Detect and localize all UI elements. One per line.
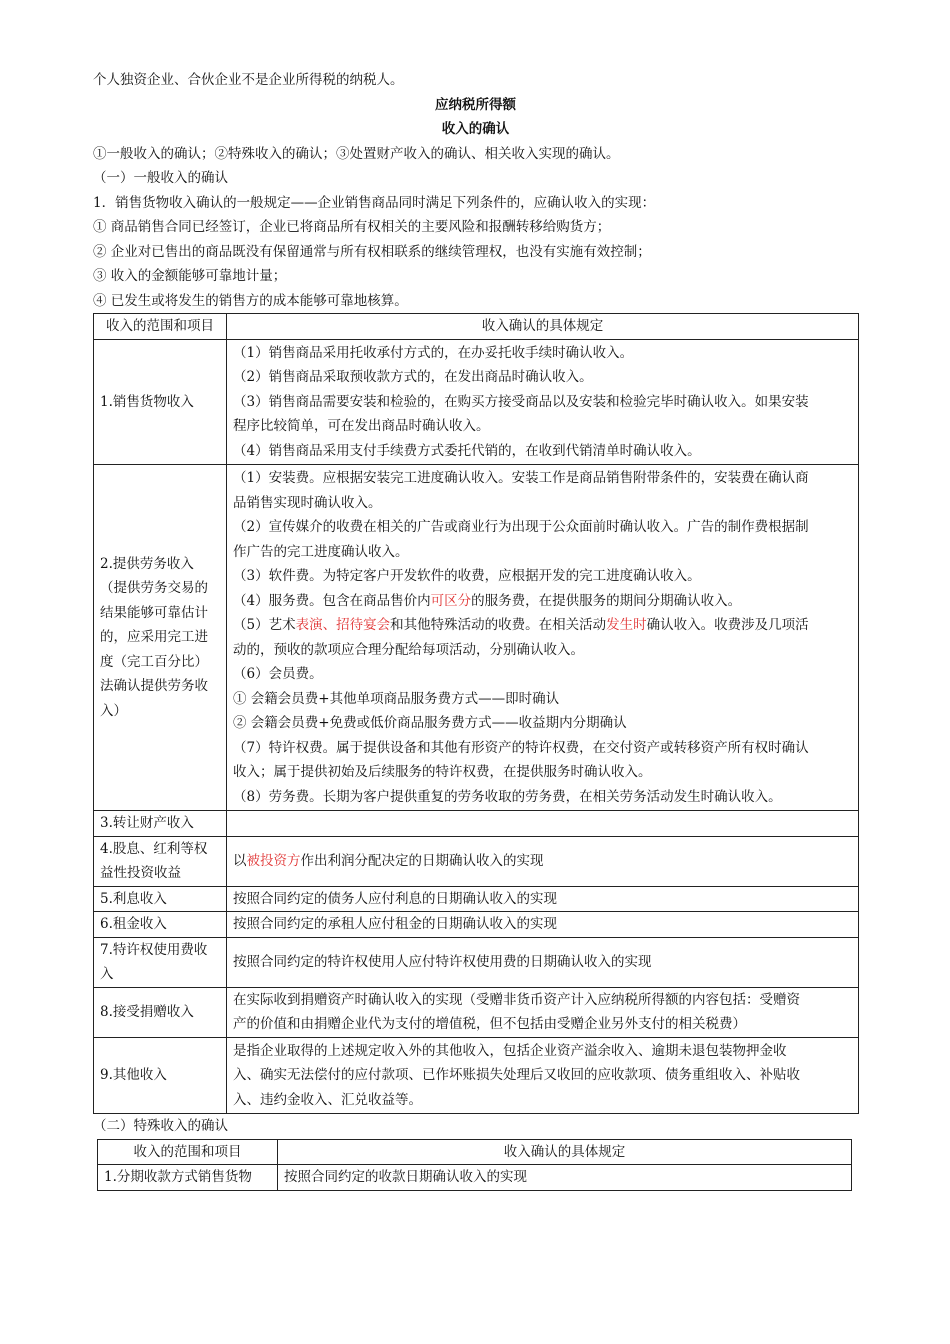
row-rule: （1）安装费。应根据安装完工进度确认收入。安装工作是商品销售附带条件的，安装费在确认商 品销售实现时确认收入。 （2）宣传媒介的收费在相关的广告或商业行为出现于公众面前时确认收入。广告的制作费根据制 作广告的完工进度确认收入。 （3）软件费。为特定客户开发软件的收费，应根据开发的完工进度确认收入。 （4）服务费。包含在商品售价内可区分的服务费，在提供服务的期间分期确认收入。 （5）艺术表演、招待宴会和其他特殊活动的收费。在相关活动发生时确认收入。收费涉及几项活 动的，预收的款项应合理分配给每项活动，分别确认收入。 （6）会员费。 ① 会籍会员费+其他单项商品服务费方式——即时确认 ② 会籍会员费+免费或低价商品服务费方式——收益期内分期确认 （7）特许权费。属于提供设备和其他有形资产的特许权费，在交付资产或转移资产所有权时确认 收入；属于提供初始及后续服务的特许权费，在提供服务时确认收入。 （8）劳务费。长期为客户提供重复的劳务收取的劳务费，在相关劳务活动发生时确认收入。 — [227, 465, 859, 811]
rule-title: 1．销售货物收入确认的一般规定——企业销售商品同时满足下列条件的，应确认收入的实现： — [93, 194, 656, 211]
table-row — [94, 1037, 859, 1114]
header-item: 收入的范围和项目 — [98, 1139, 278, 1165]
art-fee-line: （5）艺术表演、招待宴会和其他特殊活动的收费。在相关活动发生时确认收入。收费涉及几项活 — [233, 617, 809, 633]
row-item: 2.提供劳务收入 （提供劳务交易的 结果能够可靠估计 的，应采用完工进 度（完工百分比） 法确认提供劳务收 入） — [94, 465, 227, 811]
condition-1: ① 商品销售合同已经签订，企业已将商品所有权相关的主要风险和报酬转移给购货方； — [93, 219, 611, 235]
table-row — [98, 1165, 852, 1191]
row-item: 3.转让财产收入 — [94, 811, 227, 837]
table-row — [94, 465, 859, 811]
special-income-table — [97, 1139, 852, 1191]
summary-text: ①一般收入的确认；②特殊收入的确认；③处置财产收入的确认、相关收入实现的确认。 — [93, 145, 620, 162]
heading-income-recognition: 收入的确认 — [441, 121, 510, 137]
service-fee-line: （4）服务费。包含在商品售价内可区分的服务费，在提供服务的期间分期确认收入。 — [233, 592, 742, 609]
table-row — [94, 937, 859, 987]
condition-2: ② 企业对已售出的商品既没有保留通常与所有权相联系的继续管理权，也没有实施有效控制； — [93, 243, 651, 260]
section2-title: （二）特殊收入的确认 — [93, 1118, 228, 1134]
row-rule: 是指企业取得的上述规定收入外的其他收入，包括企业资产溢余收入、逾期未退包装物押金收 入、确实无法偿付的应付款项、已作坏账损失处理后又收回的应收款项、债务重组收入、补贴收 入、违约金收入、汇兑收益等。 — [227, 1037, 859, 1114]
highlight-text: 被投资方 — [246, 852, 301, 869]
header-rule: 收入确认的具体规定 — [278, 1139, 852, 1165]
row-rule — [227, 811, 859, 837]
row-item: 7.特许权使用费收 入 — [94, 937, 227, 987]
table-row — [94, 811, 859, 837]
row-item: 4.股息、红利等权 益性投资收益 — [94, 836, 227, 886]
table-row — [94, 339, 859, 465]
condition-4: ④ 已发生或将发生的销售方的成本能够可靠地核算。 — [93, 292, 408, 309]
row-item: 9.其他收入 — [94, 1037, 227, 1114]
heading-taxable-income: 应纳税所得额 — [435, 96, 516, 113]
row-rule: 在实际收到捐赠资产时确认收入的实现（受赠非货币资产计入应纳税所得额的内容包括：受赠资 产的价值和由捐赠企业代为支付的增值税，但不包括由受赠企业另外支付的相关税费） — [227, 987, 859, 1037]
document-page — [93, 68, 858, 1191]
row-rule: 按照合同约定的债务人应付利息的日期确认收入的实现 — [227, 886, 859, 912]
table-header-row — [94, 314, 859, 340]
condition-3: ③ 收入的金额能够可靠地计量； — [93, 268, 287, 284]
intro-text: 个人独资企业、合伙企业不是企业所得税的纳税人。 — [93, 72, 404, 88]
table-row — [94, 836, 859, 886]
row-rule: 以被投资方作出利润分配决定的日期确认收入的实现 — [227, 836, 859, 886]
table-row — [94, 912, 859, 938]
row-rule: 按照合同约定的承租人应付租金的日期确认收入的实现 — [227, 912, 859, 938]
highlight-text: 发生时 — [606, 617, 647, 633]
general-income-table — [93, 313, 859, 1114]
header-rule: 收入确认的具体规定 — [227, 314, 859, 340]
row-rule: 按照合同约定的收款日期确认收入的实现 — [278, 1165, 852, 1191]
row-item: 5.利息收入 — [94, 886, 227, 912]
table-row — [94, 987, 859, 1037]
table-row — [94, 886, 859, 912]
table-header-row — [98, 1139, 852, 1165]
row-item: 1.销售货物收入 — [94, 339, 227, 465]
row-item: 8.接受捐赠收入 — [94, 987, 227, 1037]
row-item: 6.租金收入 — [94, 912, 227, 938]
section1-title: （一）一般收入的确认 — [93, 170, 228, 186]
highlight-text: 可区分 — [430, 592, 472, 609]
header-item: 收入的范围和项目 — [94, 314, 227, 340]
highlight-text: 表演、招待宴会 — [295, 617, 391, 633]
row-rule: 按照合同约定的特许权使用人应付特许权使用费的日期确认收入的实现 — [227, 937, 859, 987]
row-item: 1.分期收款方式销售货物 — [98, 1165, 278, 1191]
row-rule: （1）销售商品采用托收承付方式的，在办妥托收手续时确认收入。 （2）销售商品采取预收款方式的，在发出商品时确认收入。 （3）销售商品需要安装和检验的，在购买方接受商品以及安装和检验完毕时确认收入。如果安装 程序比较简单，可在发出商品时确认收入。 （4）销售商品采用支付手续费方式委托代销的，在收到代销清单时确认收入。 — [227, 339, 859, 465]
